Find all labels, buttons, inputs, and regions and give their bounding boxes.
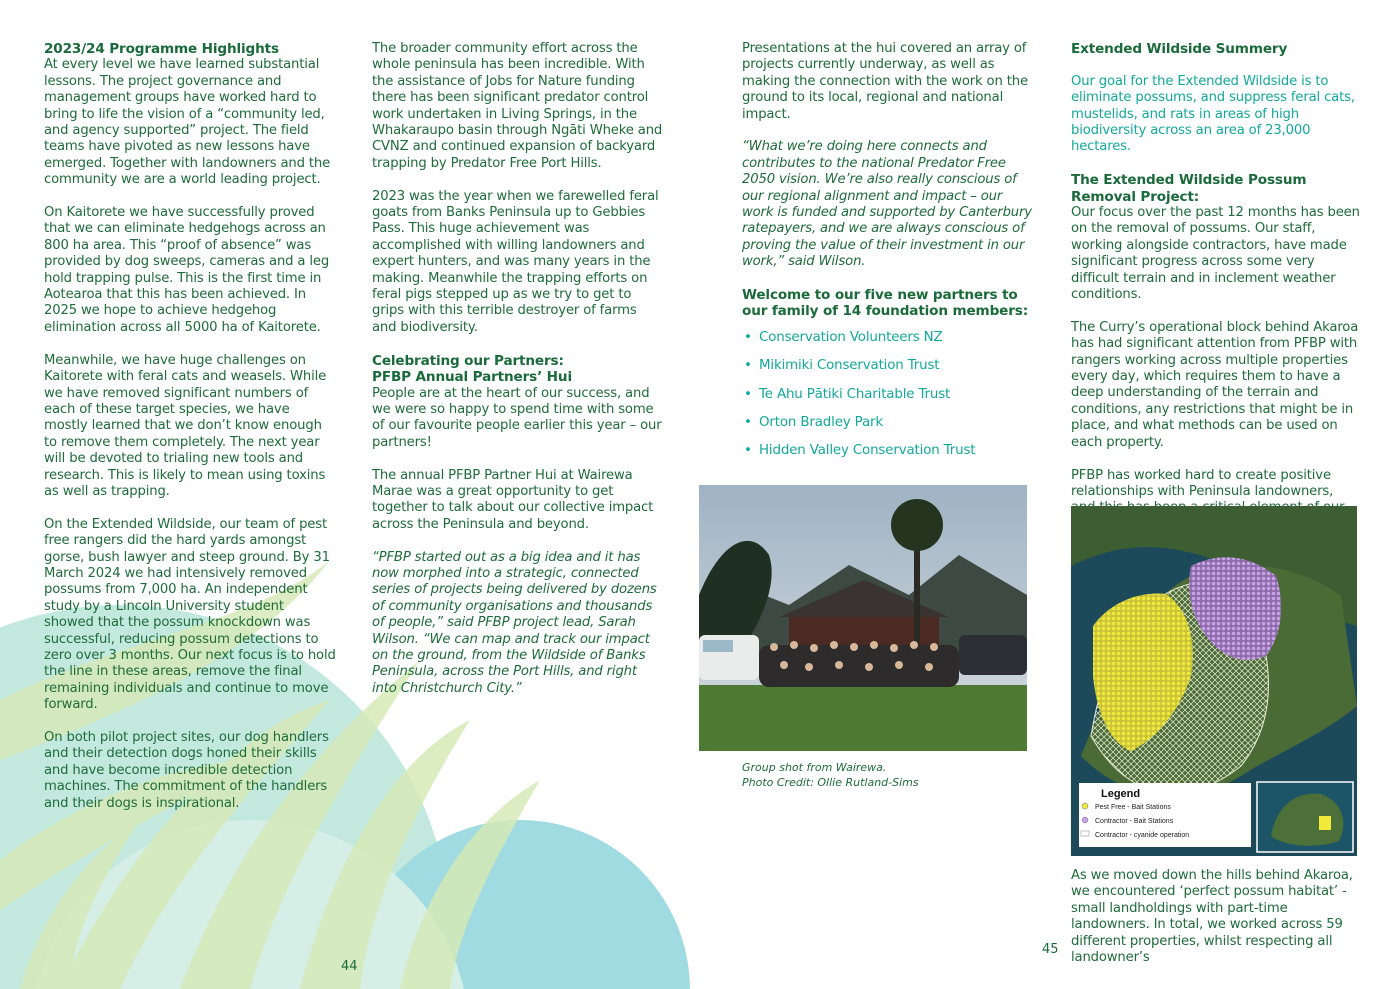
partners-heading-line-1: Celebrating our Partners: — [372, 352, 564, 369]
paragraph: The annual PFBP Partner Hui at Wairewa Marae was a great opportunity to get together to talk about our collective impact across the Peninsula and beyond. — [372, 467, 654, 532]
bullet-icon: • — [744, 329, 752, 345]
column-2 — [372, 41, 664, 714]
column-1 — [44, 41, 336, 828]
paragraph: The broader community effort across the whole peninsula has been incredible. With the assistance of Jobs for Nature funding there has been significant predator control work undertaken in Living Springs, in the Whakaraupo basin through Ngāti Wheke and CVNZ and continued expansion of backyard trapping by Predator Free Port Hills. — [372, 41, 663, 171]
page-number-right: 45 — [1042, 942, 1059, 957]
highlights-heading: 2023/24 Programme Highlights — [44, 41, 279, 57]
column-3 — [742, 41, 1034, 472]
list-item: • Hidden Valley Conservation Trust — [744, 443, 976, 459]
group-photo — [699, 485, 1027, 751]
bullet-icon: • — [744, 415, 752, 431]
bullet-icon: • — [744, 358, 752, 374]
caption-line: Group shot from Wairewa. — [742, 761, 887, 774]
legend-item: Pest Free - Bait Stations — [1095, 804, 1171, 811]
paragraph: PFBP has worked hard to create positive relationships with Peninsula landowners, — [1071, 467, 1334, 499]
list-item: • Te Ahu Pātiki Charitable Trust — [744, 386, 951, 402]
goal-paragraph: Our goal for the Extended Wildside is to eliminate possums, and suppress feral cats, mustelids, and rats in areas of high biodiversity across an area of 23,000 hectares. — [1071, 73, 1355, 155]
removal-heading: The Extended Wildside Possum Removal Project: — [1071, 172, 1307, 205]
possum-removal-map — [1071, 506, 1357, 856]
partners-heading-line-2: PFBP Annual Partners’ Hui — [372, 369, 572, 386]
paragraph: Presentations at the hui covered an array of projects currently underway, as well as making the connection with the work on the ground to its local, regional and national impact. — [742, 41, 1028, 122]
list-item: • Orton Bradley Park — [744, 415, 884, 431]
list-item: • Conservation Volunteers NZ — [744, 329, 943, 345]
list-item: • Mikimiki Conservation Trust — [744, 358, 940, 374]
summary-heading: Extended Wildside Summery — [1071, 41, 1288, 57]
paragraph: 2023 was the year when we farewelled feral goats from Banks Peninsula up to Gebbies Pass. This huge achievement was accomplished with willing landowners and expert hunters, and was many years in the making. Meanwhile the trapping efforts on feral pigs stepped up as we try to get to grips with this terrible destroyer of farms and biodiversity. — [372, 188, 659, 335]
paragraph: On both pilot project sites, our dog handlers and their detection dogs honed their skills and have become incredible detection machines. The commitment of the handlers and their dogs is inspirational. — [44, 730, 329, 811]
page-number-left: 44 — [341, 959, 358, 974]
caption-line: Photo Credit: Ollie Rutland-Sims — [742, 776, 919, 789]
legend-item: Contractor - Bait Stations — [1095, 818, 1174, 825]
paragraph: The Curry’s operational block behind Akaroa has had significant attention from PFBP with rangers working across multiple properties every day, which requires them to have a deep understanding of the terrain and conditions, any restrictions that might be in place, and what methods can be used on each property. — [1071, 319, 1359, 450]
paragraph: People are at the heart of our success, and we were so happy to spend time with some of our favourite people earlier this year – our partners! — [372, 385, 662, 450]
partner-list — [742, 330, 1034, 460]
welcome-heading: Welcome to our five new partners to our family of 14 foundation members: — [742, 287, 1029, 320]
paragraph: Our focus over the past 12 months has been on the removal of possums. Our staff, working alongside contractors, have made significant progress across some very difficult terrain and in inclement weather conditions. — [1071, 205, 1360, 303]
quote-paragraph: “What we’re doing here connects and contributes to the national Predator Free 2050 vision. We’re also really conscious of our regional alignment and impact – our work is funded and supported by Canterbury ratepayers, and we are always conscious of proving the value of their investment in our work,” said Wilson. — [742, 139, 1032, 270]
bullet-icon: • — [744, 443, 752, 459]
closing-paragraph: As we moved down the hills behind Akaroa, we encountered ‘perfect possum habitat’ - small landholdings with part-time landowners. In total, we worked across 59 different properties, whilst respecting all landowner’s — [1071, 868, 1353, 966]
column-4 — [1071, 41, 1361, 550]
bullet-icon: • — [744, 386, 752, 402]
paragraph: On the Extended Wildside, our team of pest free rangers did the hard yards amongst gorse, bush lawyer and steep ground. By 31 March 2024 we had intensively removed possums from 7,000 ha. An independent study by a Lincoln University student showed that the possum knockdown was successful, reducing possum detections to zero over 3 months. Our next focus is to hold the line in these areas, remove the final remaining individuals and continue to move forward. — [44, 516, 336, 713]
photo-caption — [742, 760, 919, 790]
legend-item: Contractor - cyanide operation — [1095, 832, 1190, 839]
paragraph: Meanwhile, we have huge challenges on Kaitorete with feral cats and weasels. While we have removed significant numbers of each of these target species, we have mostly learned that we don’t know enough to remove them completely. The next year will be devoted to trialing new tools and research. This is likely to mean using toxins as well as trapping. — [44, 352, 327, 499]
paragraph: On Kaitorete we have successfully proved that we can eliminate hedgehogs across an 800 ha area. This “proof of absence” was provided by dog sweeps, cameras and a leg hold trapping pulse. This is the first time in Aotearoa that this has been achieved. In 2025 we hope to achieve hedgehog elimination across all 5000 ha of Kaitorete. — [44, 205, 330, 335]
quote-paragraph: “PFBP started out as a big idea and it has now morphed into a strategic, connected series of projects being delivered by dozens of community organisations and thousands of people,” said PFBP project lead, Sarah Wilson. “We can map and track our impact on the ground, from the Wildside of Banks Peninsula, across the Port Hills, and right into Christchurch City.” — [372, 549, 657, 696]
legend-title: Legend — [1101, 788, 1141, 800]
paragraph: At every level we have learned substantial lessons. The project governance and management groups have worked hard to bring to life the vision of a “community led, and agency supported” project. The field teams have pivoted as new lessons have emerged. Together with landowners and the community we are a world leading project. — [44, 57, 331, 188]
